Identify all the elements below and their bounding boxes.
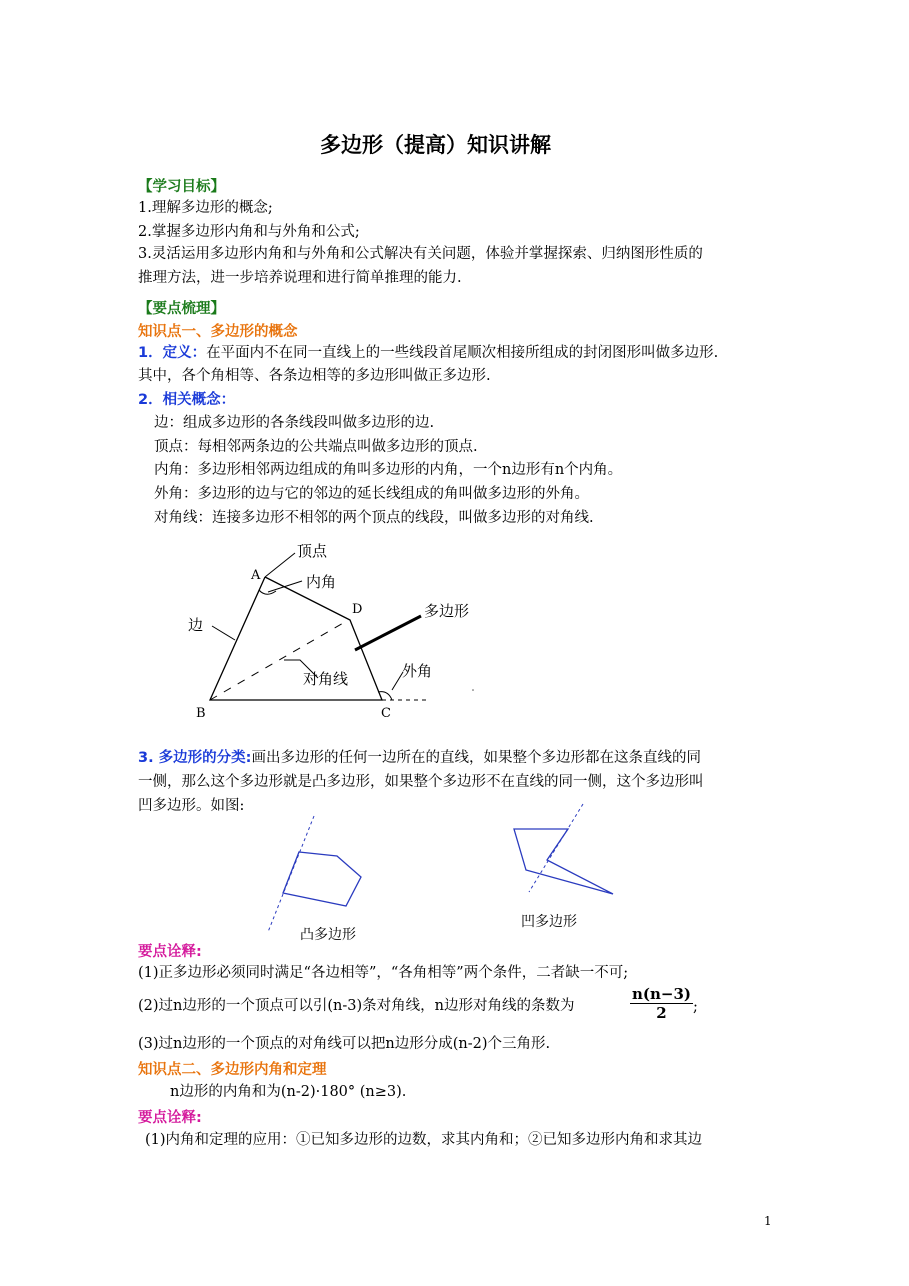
goal-item: 1.理解多边形的概念; (138, 200, 273, 216)
goals-heading: 【学习目标】 (138, 179, 225, 195)
kp2-heading: 知识点二、多边形内角和定理 (138, 1062, 327, 1078)
formula-tail: ; (693, 999, 698, 1015)
diagonal-label: 对角线 (303, 670, 349, 688)
goal-item: 2.掌握多边形内角和与外角和公式; (138, 224, 360, 240)
classification-text-3: 凹多边形。如图: (138, 798, 245, 814)
goal-item: 推理方法，进一步培养说理和进行简单推理的能力. (138, 270, 462, 286)
related-label: 2．相关概念： (138, 392, 236, 408)
concave-caption: 凹多边形 (521, 914, 577, 930)
point-a-label: A (251, 568, 261, 583)
page-number: 1 (764, 1214, 772, 1228)
classification-text: 画出多边形的任何一边所在的直线，如果整个多边形都在这条直线的同 (251, 750, 701, 766)
formula-numerator: n(n−3) (632, 985, 692, 1003)
kp2-notes-heading: 要点诠释: (138, 1110, 202, 1126)
point-b-label: B (196, 706, 206, 721)
note-item: (1)正多边形必须同时满足“各边相等”，“各角相等”两个条件，二者缺一不可; (138, 965, 629, 981)
note-item: (2)过n边形的一个顶点可以引(n-3)条对角线，n边形对角线的条数为 (138, 998, 575, 1014)
side-label: 边 (188, 616, 204, 634)
outline-heading: 【要点梳理】 (138, 301, 225, 317)
concave-polygon (514, 829, 613, 894)
related-item-diagonal: 对角线：连接多边形不相邻的两个顶点的线段，叫做多边形的对角线. (154, 510, 594, 526)
convex-test-line (268, 816, 314, 932)
kp1-heading: 知识点一、多边形的概念 (138, 324, 298, 340)
related-item-interior: 内角：多边形相邻两边组成的角叫多边形的内角，一个n边形有n个内角。 (154, 462, 623, 478)
definition-text: 在平面内不在同一直线上的一些线段首尾顺次相接所组成的封闭图形叫做多边形. (206, 345, 719, 361)
classification-text-2: 一侧，那么这个多边形就是凸多边形，如果整个多边形不在直线的同一侧，这个多边形叫 (138, 774, 704, 790)
goal-item: 3.灵活运用多边形内角和与外角和公式解决有关问题，体验并掌握探索、归纳图形性质的 (138, 246, 703, 262)
related-item-exterior: 外角：多边形的边与它的邻边的延长线组成的角叫做多边形的外角。 (154, 486, 589, 502)
related-item-vertex: 顶点：每相邻两条边的公共端点叫做多边形的顶点. (154, 439, 478, 455)
point-c-label: C (381, 706, 391, 721)
diagonal-count-formula (630, 985, 693, 1022)
convex-caption: 凸多边形 (300, 927, 356, 943)
kp2-note-item: (1)内角和定理的应用：①已知多边形的边数，求其内角和；②已知多边形内角和求其边 (145, 1132, 703, 1148)
related-item-side: 边：组成多边形的各条线段叫做多边形的边. (154, 415, 435, 431)
classification-label: 3. 多边形的分类: (138, 750, 252, 766)
definition-label: 1．定义： (138, 345, 207, 361)
polygon-label: 多边形 (424, 602, 470, 620)
notes-heading: 要点诠释: (138, 944, 202, 960)
interior-angle-label: 内角 (306, 573, 337, 591)
point-d-label: D (352, 602, 363, 617)
note-item-formula-line (138, 996, 575, 1016)
kp2-theorem-text: n边形的内角和为(n-2)·180° (n≥3). (170, 1084, 407, 1100)
vertex-label: 顶点 (297, 542, 328, 560)
convex-polygon (283, 852, 361, 906)
formula-denominator: 2 (656, 1004, 667, 1022)
exterior-angle-label: 外角 (402, 662, 433, 680)
note-item: (3)过n边形的一个顶点的对角线可以把n边形分成(n-2)个三角形. (138, 1036, 551, 1052)
definition-text-2: 其中，各个角相等、各条边相等的多边形叫做正多边形. (138, 368, 491, 384)
page-title: 多边形（提高）知识讲解 (320, 133, 551, 157)
